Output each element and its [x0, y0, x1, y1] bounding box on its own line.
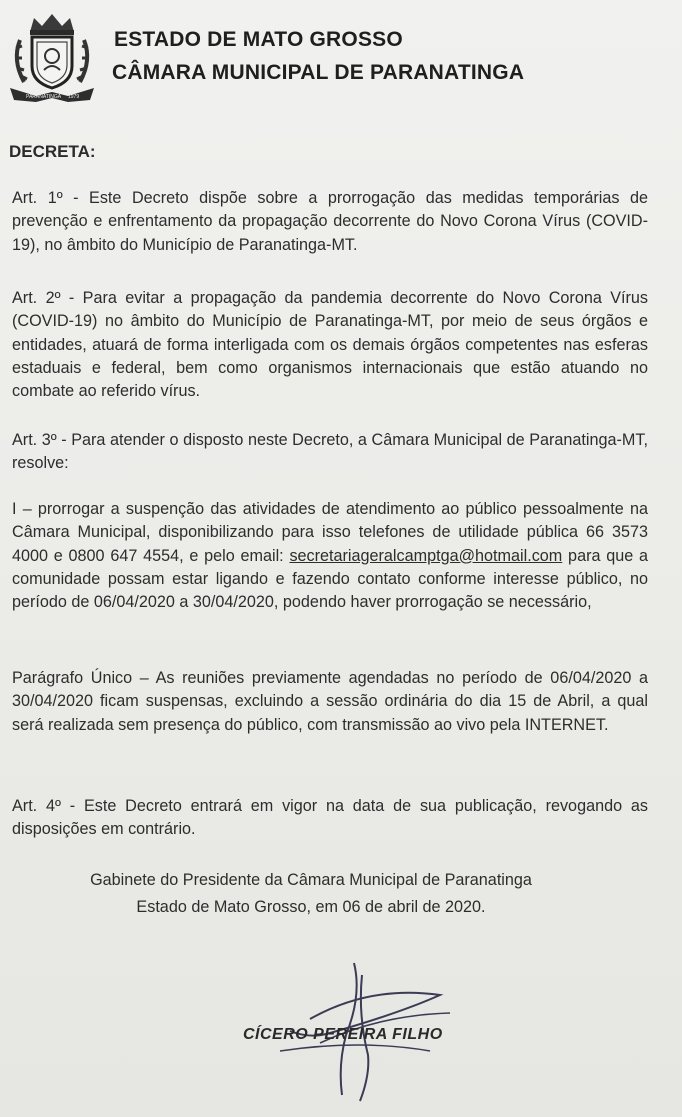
- state-title: ESTADO DE MATO GROSSO: [114, 28, 403, 51]
- svg-text:1979: 1979: [68, 94, 80, 100]
- inciso-i: [12, 498, 648, 614]
- municipal-crest-logo: [6, 10, 98, 102]
- email-link[interactable]: secretariageralcamptga@hotmail.com: [289, 546, 563, 565]
- inciso-text-before: I – prorrogar a suspenção das atividades de atendimento ao público pessoalmente na Câmara Municipal, disponibilizando para isso telefones de utilidade pública 66 3573 4000 e 0800 647 4554, e pelo email:: [12, 500, 648, 565]
- article-1: Art. 1º - Este Decreto dispõe sobre a prorrogação das medidas temporárias de prevenção e enfrentamento da propagação decorrente do Novo Corona Vírus (COVID-19), no âmbito do Município de Paranatinga-MT.: [12, 189, 648, 254]
- article-2: Art. 2º - Para evitar a propagação da pandemia decorrente do Novo Corona Vírus (COVID-19) no âmbito do Município de Paranatinga-MT, por meio de seus órgãos e entidades, atuará de forma interligada com os demais órgãos competentes nas esferas estaduais e federal, bem como organismos internacionais que estão atuando no combate ao referido vírus.: [12, 289, 648, 401]
- closing-line-2: Estado de Mato Grosso, em 06 de abril de 2020.: [136, 898, 486, 916]
- chamber-title: CÂMARA MUNICIPAL DE PARANATINGA: [112, 61, 525, 84]
- closing-line-1: Gabinete do Presidente da Câmara Municipal de Paranatinga: [90, 871, 532, 889]
- article-4: Art. 4º - Este Decreto entrará em vigor na data de sua publicação, revogando as disposições em contrário.: [12, 797, 648, 839]
- article-3: Art. 3º - Para atender o disposto neste Decreto, a Câmara Municipal de Paranatinga-MT, resolve:: [12, 431, 648, 473]
- signer-name: CÍCERO PEREIRA FILHO: [243, 1026, 443, 1043]
- paragrafo-unico: Parágrafo Único – As reuniões previamente agendadas no período de 06/04/2020 a 30/04/2020 ficam suspensas, excluindo a sessão ordinária do dia 15 de Abril, a qual será realizada sem presença do público, com transmissão ao vivo pela INTERNET.: [12, 669, 648, 734]
- inciso-text-after: para que a comunidade possam estar ligando e fazendo contato conforme interesse público, no período de 06/04/2020 a 30/04/2020, podendo haver prorrogação se necessário,: [12, 546, 648, 612]
- decreta-heading: DECRETA:: [9, 142, 96, 161]
- svg-text:PARANATINGA: PARANATINGA: [26, 94, 62, 100]
- document-header: [112, 28, 525, 85]
